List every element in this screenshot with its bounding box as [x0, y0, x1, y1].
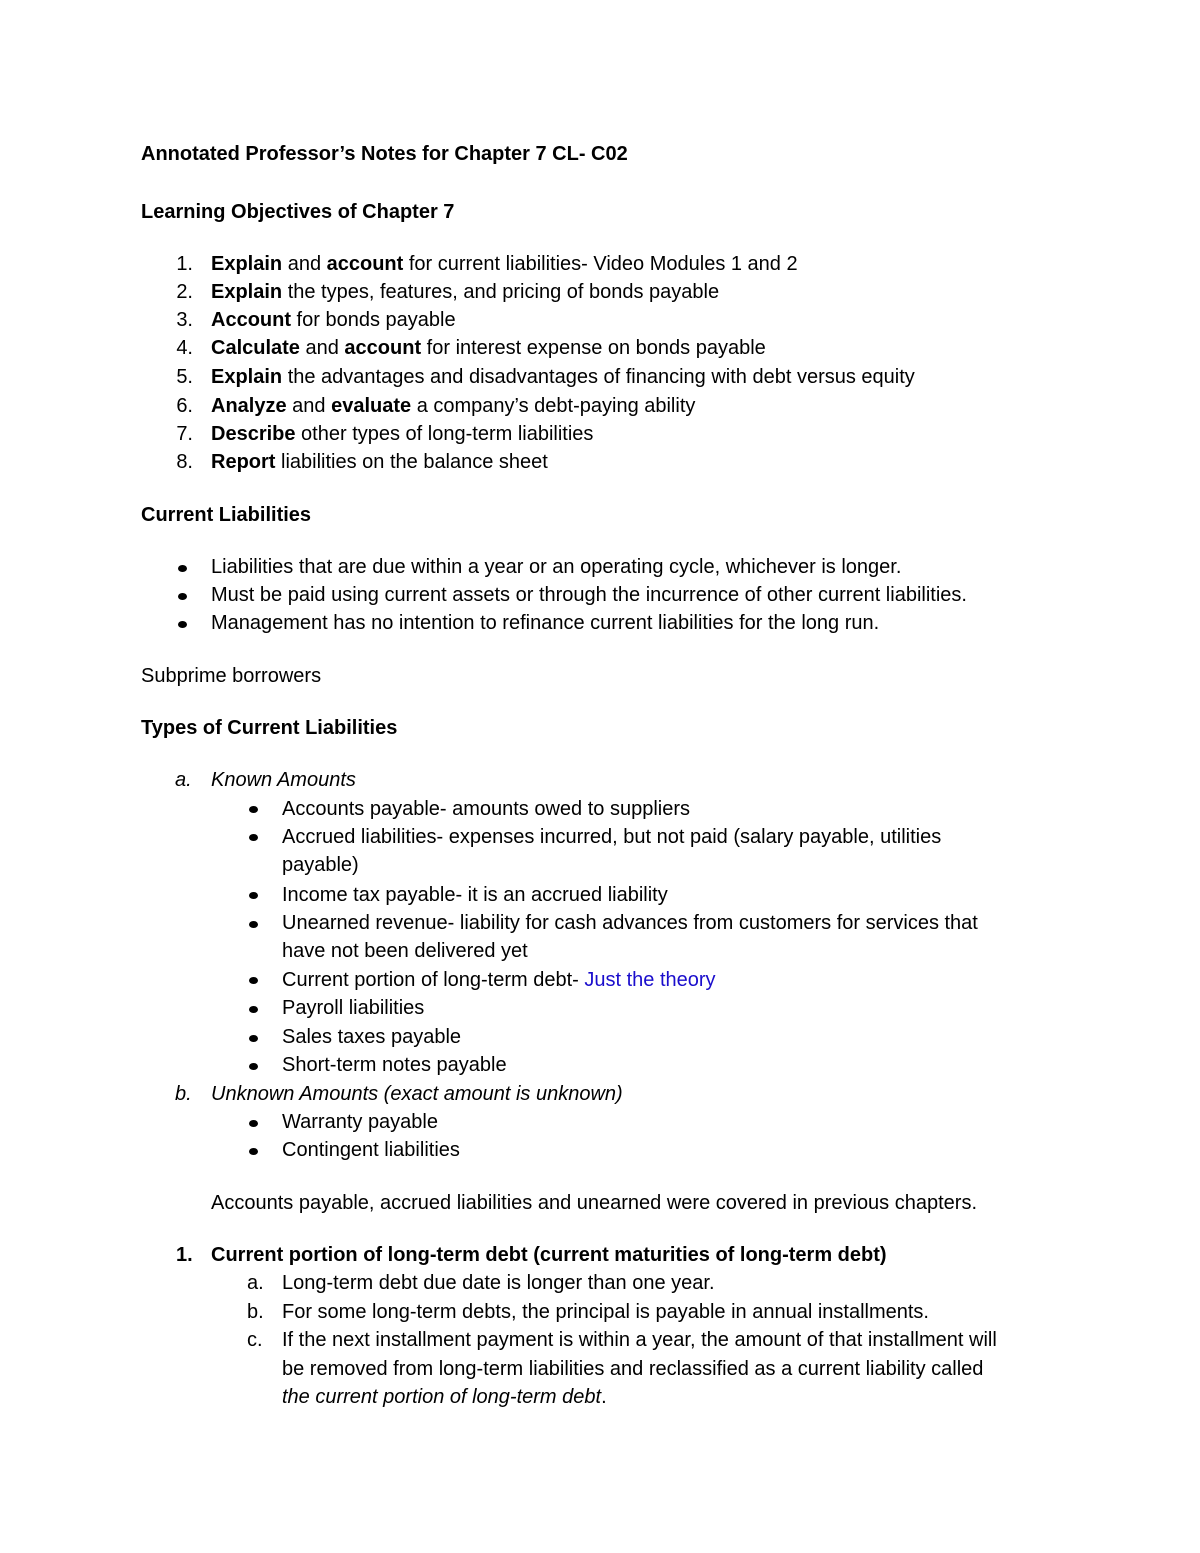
- list-item-continued: [282, 1383, 607, 1411]
- objective-text-part-2: for interest expense on bonds payable: [421, 337, 766, 359]
- bullet-icon: [249, 806, 258, 813]
- objective-text-part: the advantages and disadvantages of financing with debt versus equity: [282, 366, 915, 388]
- types-heading: Types of Current Liabilities: [141, 717, 398, 739]
- defined-term: the current portion of long-term debt: [282, 1386, 602, 1408]
- objective-number: 1.: [176, 253, 193, 275]
- bullet-icon: [249, 892, 258, 899]
- objective-number: 8.: [176, 451, 193, 473]
- known-amounts-title: Known Amounts: [211, 769, 356, 791]
- objective-text: [211, 420, 593, 448]
- objective-text: [211, 278, 719, 306]
- list-item-text: Current portion of long-term debt-: [282, 969, 585, 991]
- bullet-icon: [249, 834, 258, 841]
- objective-text: [211, 363, 915, 391]
- objective-verb: Explain: [211, 281, 283, 303]
- current-liabilities-heading: Current Liabilities: [141, 504, 312, 526]
- document-title: Annotated Professor’s Notes for Chapter 7 CL- C02: [141, 143, 628, 165]
- objective-text-part: other types of long-term liabilities: [295, 423, 594, 445]
- objective-text-part-2: for current liabilities- Video Modules 1 and 2: [403, 253, 798, 275]
- bullet-icon: [178, 621, 187, 628]
- sentence-end: .: [601, 1386, 607, 1408]
- list-item-continued: payable): [282, 854, 359, 876]
- objective-verb: Report: [211, 451, 276, 473]
- list-item: Accounts payable- amounts owed to suppliers: [282, 798, 691, 820]
- objective-verb-2: account: [344, 337, 422, 359]
- list-item: Liabilities that are due within a year or an operating cycle, whichever is longer.: [211, 556, 902, 578]
- objective-text-part: the types, features, and pricing of bonds payable: [282, 281, 720, 303]
- section-number: 1.: [176, 1244, 193, 1266]
- objective-verb: Explain: [211, 253, 283, 275]
- objectives-heading: Learning Objectives of Chapter 7: [141, 201, 455, 223]
- list-item: For some long-term debts, the principal is payable in annual installments.: [282, 1301, 929, 1323]
- objective-text-part: liabilities on the balance sheet: [275, 451, 548, 473]
- objective-verb-2: account: [326, 253, 404, 275]
- objective-text-part: and: [299, 337, 345, 359]
- unknown-amounts-title: Unknown Amounts (exact amount is unknown): [211, 1083, 623, 1105]
- list-item: Long-term debt due date is longer than one year.: [282, 1272, 715, 1294]
- unknown-amounts-label: b.: [175, 1083, 192, 1105]
- bullet-icon: [249, 1120, 258, 1127]
- bullet-icon: [249, 1148, 258, 1155]
- previous-chapters-note: Accounts payable, accrued liabilities and unearned were covered in previous chapters.: [211, 1192, 978, 1214]
- list-item: [282, 966, 716, 994]
- list-label: c.: [247, 1329, 263, 1351]
- list-label: a.: [247, 1272, 264, 1294]
- objective-text-part-2: a company’s debt-paying ability: [411, 395, 696, 417]
- list-item-continued: be removed from long-term liabilities and reclassified as a current liability called: [282, 1358, 984, 1380]
- list-item: Short-term notes payable: [282, 1054, 507, 1076]
- objective-verb: Calculate: [211, 337, 300, 359]
- bullet-icon: [249, 977, 258, 984]
- bullet-icon: [249, 1006, 258, 1013]
- objective-text: [211, 306, 456, 334]
- objective-number: 4.: [176, 337, 193, 359]
- bullet-icon: [249, 1035, 258, 1042]
- objective-number: 6.: [176, 395, 193, 417]
- objective-verb: Analyze: [211, 395, 287, 417]
- objective-verb-2: evaluate: [331, 395, 412, 417]
- list-item-continued: have not been delivered yet: [282, 940, 528, 962]
- list-item: Accrued liabilities- expenses incurred, but not paid (salary payable, utilities: [282, 826, 942, 848]
- list-item: Sales taxes payable: [282, 1026, 462, 1048]
- objective-verb: Describe: [211, 423, 296, 445]
- objective-verb: Explain: [211, 366, 283, 388]
- objective-text: [211, 334, 766, 362]
- objective-verb: Account: [211, 309, 291, 331]
- bullet-icon: [178, 593, 187, 600]
- bullet-icon: [249, 921, 258, 928]
- subprime-text: Subprime borrowers: [141, 665, 322, 687]
- objective-text-part: and: [286, 395, 332, 417]
- list-item: Contingent liabilities: [282, 1139, 460, 1161]
- list-item: If the next installment payment is within a year, the amount of that installment will: [282, 1329, 997, 1351]
- known-amounts-label: a.: [175, 769, 192, 791]
- list-item: Income tax payable- it is an accrued liability: [282, 884, 668, 906]
- list-item: Warranty payable: [282, 1111, 438, 1133]
- list-item: Unearned revenue- liability for cash advances from customers for services that: [282, 912, 978, 934]
- list-item: Management has no intention to refinance current liabilities for the long run.: [211, 612, 880, 634]
- objective-text-part: for bonds payable: [291, 309, 456, 331]
- just-the-theory-link[interactable]: Just the theory: [584, 969, 716, 991]
- objective-text: [211, 448, 548, 476]
- objective-number: 5.: [176, 366, 193, 388]
- list-item: Must be paid using current assets or through the incurrence of other current liabilities.: [211, 584, 967, 606]
- objective-number: 3.: [176, 309, 193, 331]
- objective-text: [211, 250, 798, 278]
- list-label: b.: [247, 1301, 264, 1323]
- objective-text-part: and: [282, 253, 327, 275]
- cpltd-heading: Current portion of long-term debt (current maturities of long-term debt): [211, 1244, 887, 1266]
- objective-number: 7.: [176, 423, 193, 445]
- list-item: Payroll liabilities: [282, 997, 425, 1019]
- objective-text: [211, 392, 695, 420]
- bullet-icon: [178, 565, 187, 572]
- objective-number: 2.: [176, 281, 193, 303]
- bullet-icon: [249, 1063, 258, 1070]
